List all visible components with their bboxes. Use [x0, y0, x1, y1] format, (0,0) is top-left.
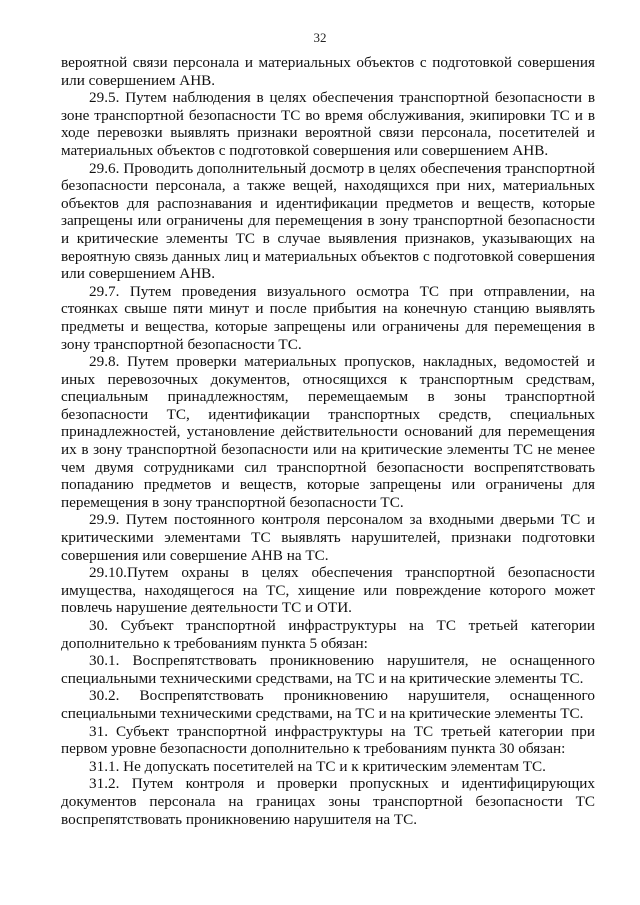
page-number: 32 [313, 30, 327, 45]
paragraph-31: 31. Субъект транспортной инфраструктуры на ТС третьей категории при первом уровне безопасности дополнительно к требованиям пункта 30 обязан: [61, 722, 595, 758]
paragraph-29-5: 29.5. Путем наблюдения в целях обеспечения транспортной безопасности в зоне транспортной безопасности ТС во время обслуживания, экипировки ТС и в ходе перевозки выявлять признаки вероятной связи персонала, посетителей и материальных объектов с подготовкой совершения или совершением АНВ. [61, 89, 595, 159]
paragraph-31-2: 31.2. Путем контроля и проверки пропускных и идентифицирующих документов персонала на границах зоны транспортной безопасности ТС воспрепятствовать проникновению нарушителя на ТС. [61, 775, 595, 828]
paragraph-29-10: 29.10.Путем охраны в целях обеспечения транспортной безопасности имущества, находящегося на ТС, хищение или повреждение которого может повлечь нарушение деятельности ТС и ОТИ. [61, 564, 595, 617]
paragraph-30-1: 30.1. Воспрепятствовать проникновению нарушителя, не оснащенного специальными техническими средствами, на ТС и на критические элементы ТС. [61, 652, 595, 687]
paragraph-30-2: 30.2. Воспрепятствовать проникновению нарушителя, оснащенного специальными техническими средствами, на ТС и на критические элементы ТС. [61, 687, 595, 722]
paragraph-29-7: 29.7. Путем проведения визуального осмотра ТС при отправлении, на стоянках свыше пяти минут и после прибытия на конечную станцию выявлять предметы и вещества, которые запрещены или ограничены для перемещения в зону транспортной безопасности ТС. [61, 282, 595, 353]
paragraph-29-6: 29.6. Проводить дополнительный досмотр в целях обеспечения транспортной безопасности персонала, а также вещей, находящихся при них, материальных объектов для распознавания и идентификации предметов и веществ, которые запрещены или ограничены для перемещения в зону транспортной безопасности и критические элементы ТС в случае выявления признаков, указывающих на вероятную связь данных лиц и материальных объектов с подготовкой совершения или совершением АНВ. [61, 159, 595, 283]
paragraph-29-8: 29.8. Путем проверки материальных пропусков, накладных, ведомостей и иных перевозочных документов, относящихся к транспортным средствам, специальным принадлежностям, перемещаемым в зоны транспортной безопасности ТС, идентификации транспортных средств, специальных принадлежностей, установление действительности оснований для перемещения их в зону транспортной безопасности или на критические элементы ТС не менее чем двумя сотрудниками сил транспортной безопасности воспрепятствовать попаданию предметов и веществ, которые запрещены или ограничены для перемещения в зону транспортной безопасности ТС. [61, 353, 595, 511]
paragraph-30: 30. Субъект транспортной инфраструктуры на ТС третьей категории дополнительно к требованиям пункта 5 обязан: [61, 617, 595, 652]
paragraph-31-1: 31.1. Не допускать посетителей на ТС и к критическим элементам ТС. [89, 757, 546, 775]
paragraph-continuation: вероятной связи персонала и материальных объектов с подготовкой совершения или совершением АНВ. [61, 54, 595, 89]
paragraph-29-9: 29.9. Путем постоянного контроля персоналом за входными дверьми ТС и критическими элементами ТС выявлять нарушителей, признаки подготовки совершения или совершение АНВ на ТС. [61, 511, 595, 564]
document-body [61, 54, 595, 828]
